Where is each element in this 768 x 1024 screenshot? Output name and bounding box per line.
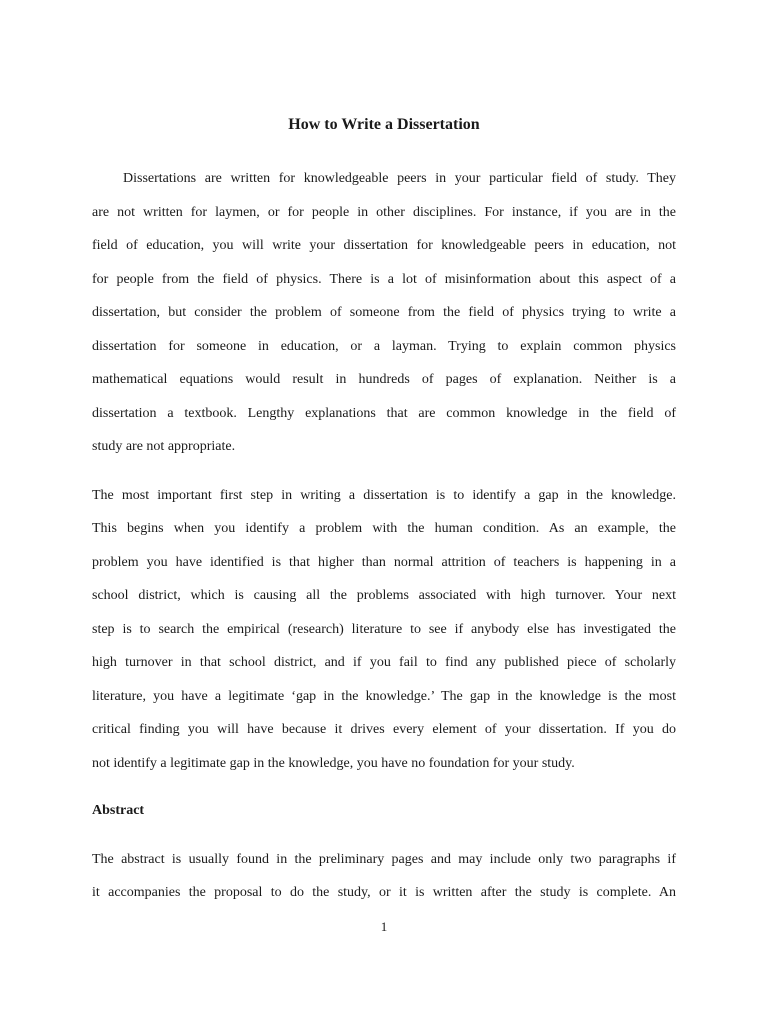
- paragraph-line: The abstract is usually found in the preliminary pages and may include only two paragraphs if: [92, 852, 676, 867]
- paragraph-line: literature, you have a legitimate ‘gap in the knowledge.’ The gap in the knowledge is the most: [92, 689, 676, 704]
- paragraph-line: study are not appropriate.: [92, 439, 236, 454]
- paragraph-line: dissertation a textbook. Lengthy explanations that are common knowledge in the field of: [92, 406, 676, 421]
- paragraph-line: problem you have identified is that higher than normal attrition of teachers is happening in a: [92, 555, 676, 570]
- paragraph-line: school district, which is causing all the problems associated with high turnover. Your next: [92, 588, 676, 603]
- paragraph-line: The most important first step in writing a dissertation is to identify a gap in the knowledge.: [92, 488, 676, 503]
- paragraph-line: high turnover in that school district, and if you fail to find any published piece of scholarly: [92, 655, 676, 670]
- paragraph-line: dissertation, but consider the problem of someone from the field of physics trying to write a: [92, 305, 676, 320]
- paragraph-line: field of education, you will write your dissertation for knowledgeable peers in education, not: [92, 238, 676, 253]
- paragraph-line: for people from the field of physics. There is a lot of misinformation about this aspect of a: [92, 272, 676, 287]
- paragraph-line: dissertation for someone in education, or a layman. Trying to explain common physics: [92, 339, 676, 354]
- paragraph-line: are not written for laymen, or for people in other disciplines. For instance, if you are in the: [92, 205, 676, 220]
- paragraph-line: it accompanies the proposal to do the study, or it is written after the study is complete. An: [92, 885, 676, 900]
- section-heading-abstract: Abstract: [92, 803, 145, 818]
- paragraph-line: mathematical equations would result in hundreds of pages of explanation. Neither is a: [92, 372, 676, 387]
- page-number: 1: [380, 919, 388, 934]
- paragraph-line: This begins when you identify a problem with the human condition. As an example, the: [92, 521, 676, 536]
- paragraph-line: Dissertations are written for knowledgeable peers in your particular field of study. They: [123, 171, 676, 186]
- paragraph-line: step is to search the empirical (research) literature to see if anybody else has investigated the: [92, 622, 676, 637]
- paragraph-line: critical finding you will have because it drives every element of your dissertation. If you do: [92, 722, 676, 737]
- paragraph-line: not identify a legitimate gap in the knowledge, you have no foundation for your study.: [92, 756, 575, 771]
- document-title: How to Write a Dissertation: [288, 116, 480, 133]
